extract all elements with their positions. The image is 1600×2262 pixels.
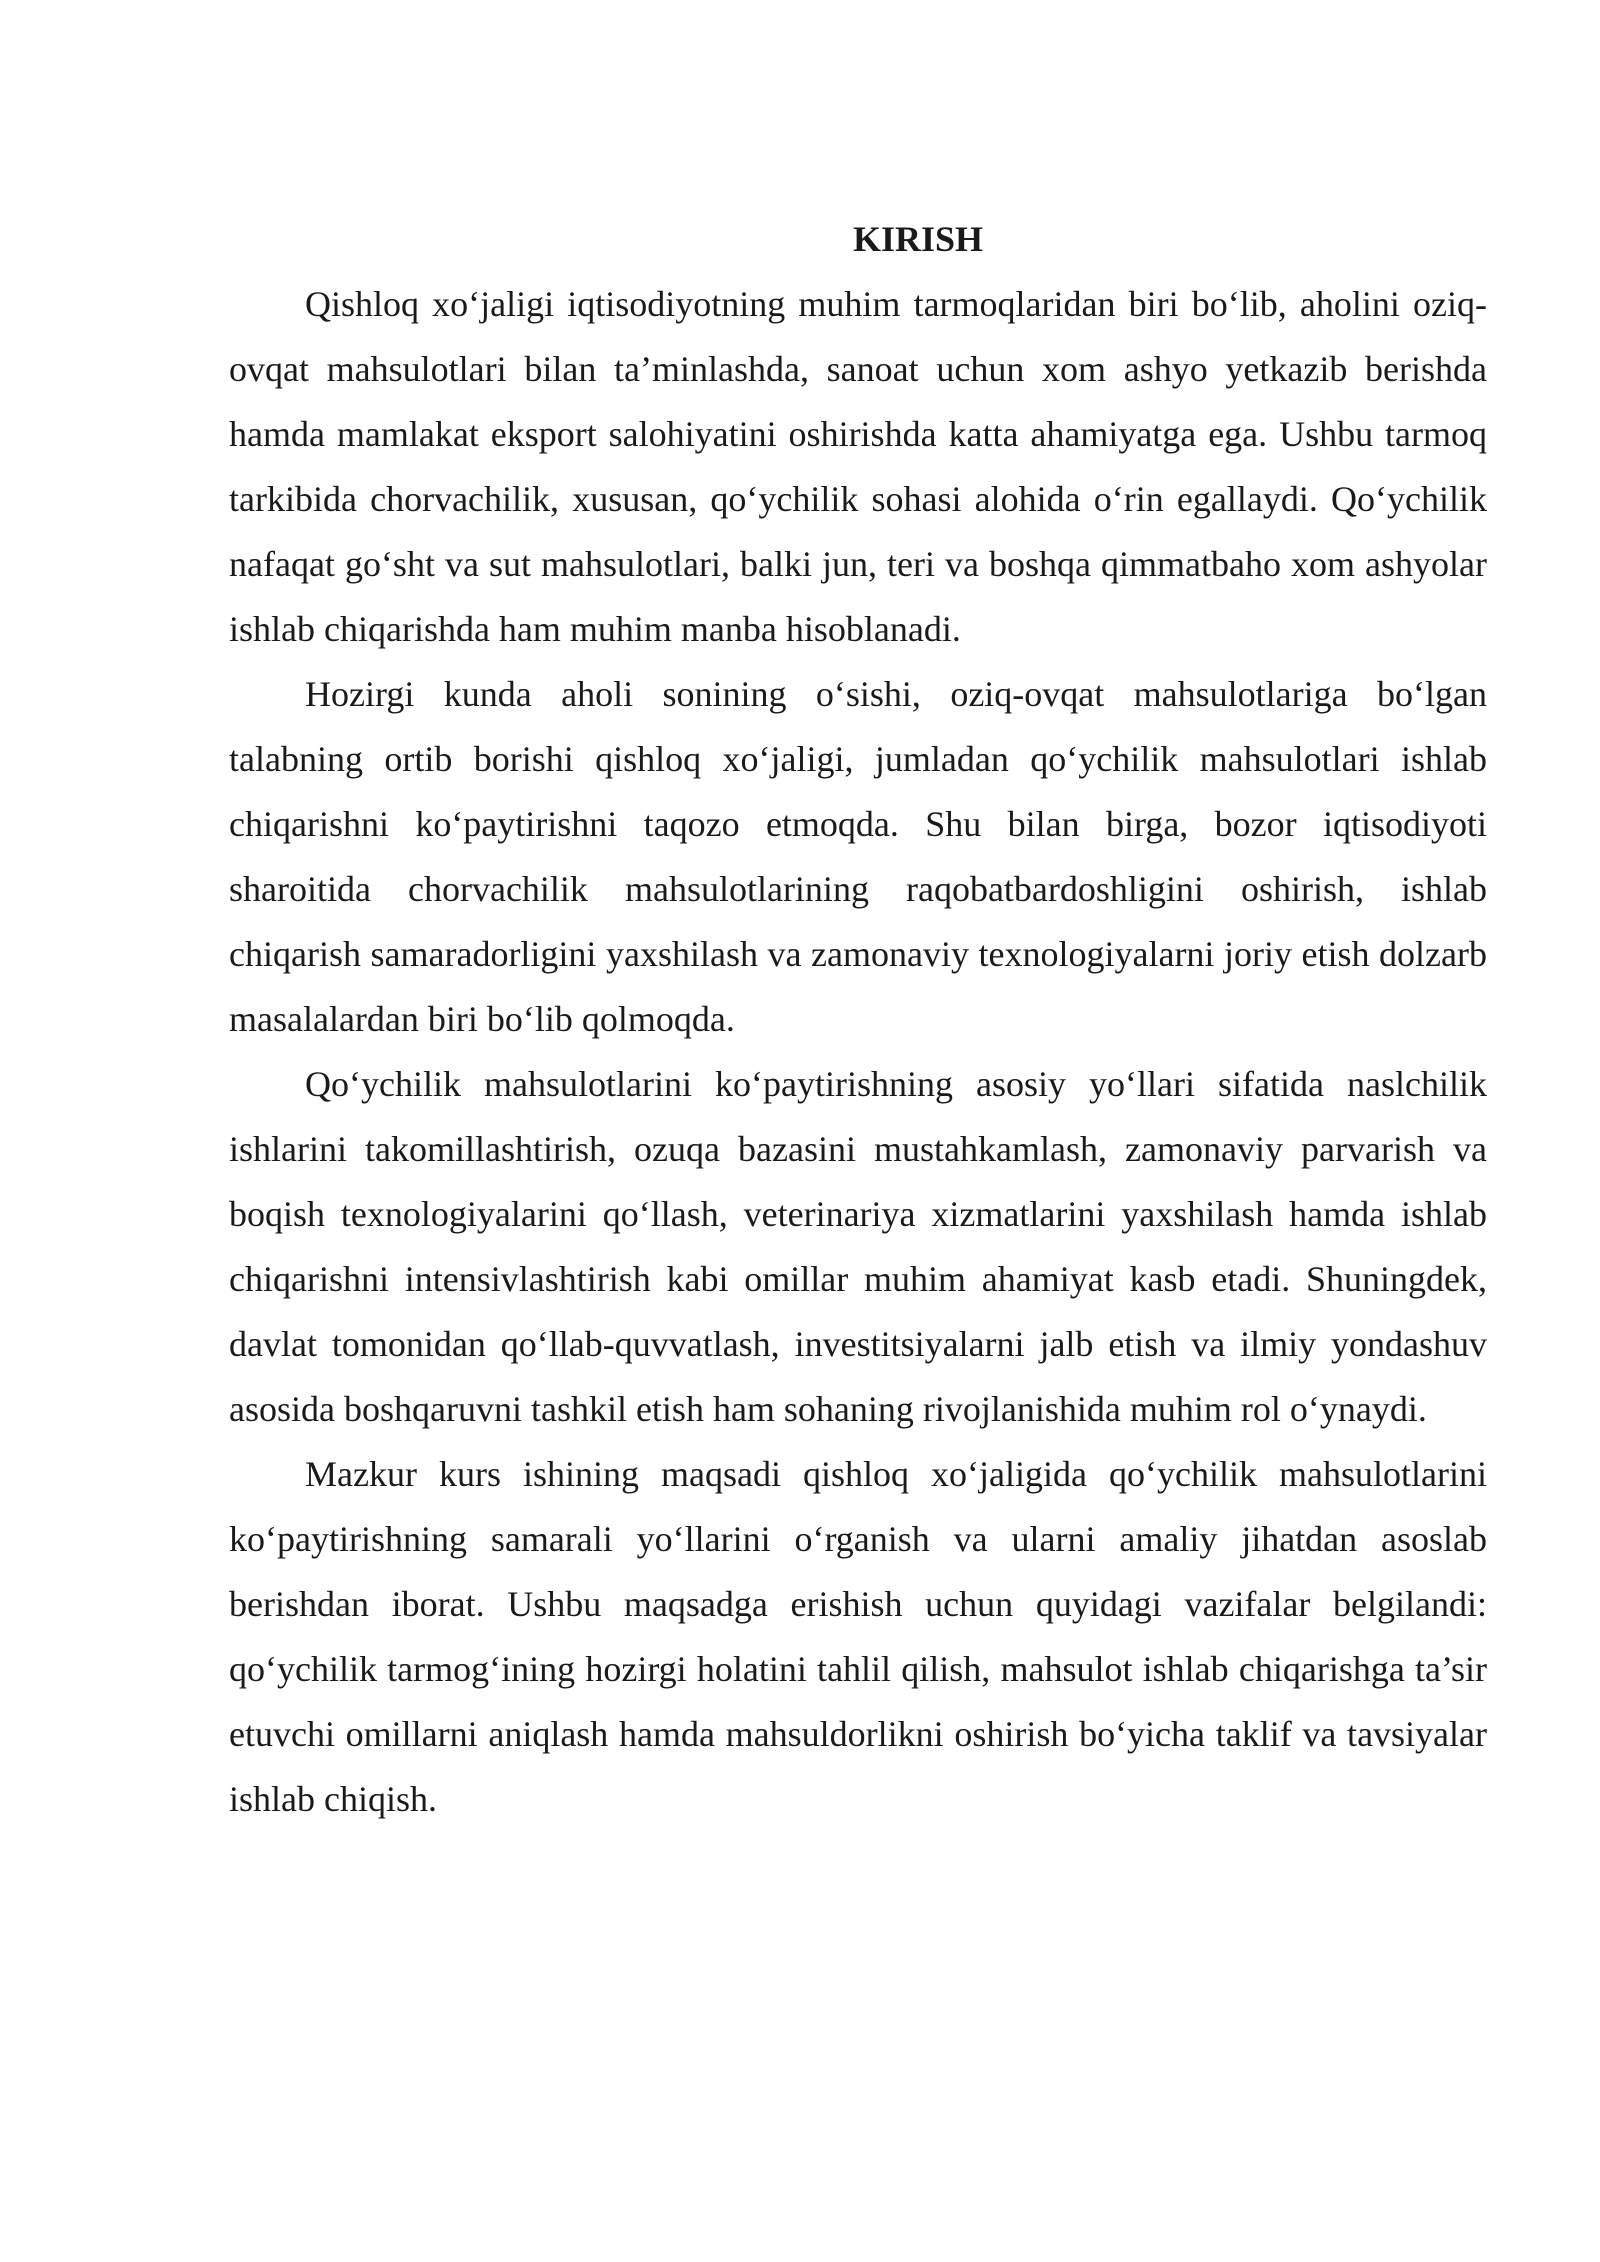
paragraph-4: Mazkur kurs ishining maqsadi qishloq xo‘jaligida qo‘ychilik mahsulotlarini ko‘paytirishning samarali yo‘llarini o‘rganish va ularni amaliy jihatdan asoslab berishdan iborat. Ushbu maqsadga erishish uchun quyidagi vazifalar belgilandi: qo‘ychilik tarmog‘ining hozirgi holatini tahlil qilish, mahsulot ishlab chiqarishga ta’sir etuvchi omillarni aniqlash hamda mahsuldorlikni oshirish bo‘yicha taklif va tavsiyalar ishlab chiqish. [229, 1454, 1487, 1819]
paragraph-1: Qishloq xo‘jaligi iqtisodiyotning muhim tarmoqlaridan biri bo‘lib, aholini oziq-ovqat mahsulotlari bilan ta’minlashda, sanoat uchun xom ashyo yetkazib berishda hamda mamlakat eksport salohiyatini oshirishda katta ahamiyatga ega. Ushbu tarmoq tarkibida chorvachilik, xususan, qo‘ychilik sohasi alohida o‘rin egallaydi. Qo‘ychilik nafaqat go‘sht va sut mahsulotlari, balki jun, teri va boshqa qimmatbaho xom ashyolar ishlab chiqarishda ham muhim manba hisoblanadi. [229, 284, 1487, 649]
paragraph-2: Hozirgi kunda aholi sonining o‘sishi, oziq-ovqat mahsulotlariga bo‘lgan talabning ortib borishi qishloq xo‘jaligi, jumladan qo‘ychilik mahsulotlari ishlab chiqarishni ko‘paytirishni taqozo etmoqda. Shu bilan birga, bozor iqtisodiyoti sharoitida chorvachilik mahsulotlarining raqobatbardoshligini oshirish, ishlab chiqarish samaradorligini yaxshilash va zamonaviy texnologiyalarni joriy etish dolzarb masalalardan biri bo‘lib qolmoqda. [229, 674, 1487, 1039]
document-page [229, 207, 1487, 1832]
document-title: KIRISH [852, 219, 984, 259]
paragraph-3: Qo‘ychilik mahsulotlarini ko‘paytirishning asosiy yo‘llari sifatida naslchilik ishlarini takomillashtirish, ozuqa bazasini mustahkamlash, zamonaviy parvarish va boqish texnologiyalarini qo‘llash, veterinariya xizmatlarini yaxshilash hamda ishlab chiqarishni intensivlashtirish kabi omillar muhim ahamiyat kasb etadi. Shuningdek, davlat tomonidan qo‘llab-quvvatlash, investitsiyalarni jalb etish va ilmiy yondashuv asosida boshqaruvni tashkil etish ham sohaning rivojlanishida muhim rol o‘ynaydi. [229, 1064, 1487, 1429]
